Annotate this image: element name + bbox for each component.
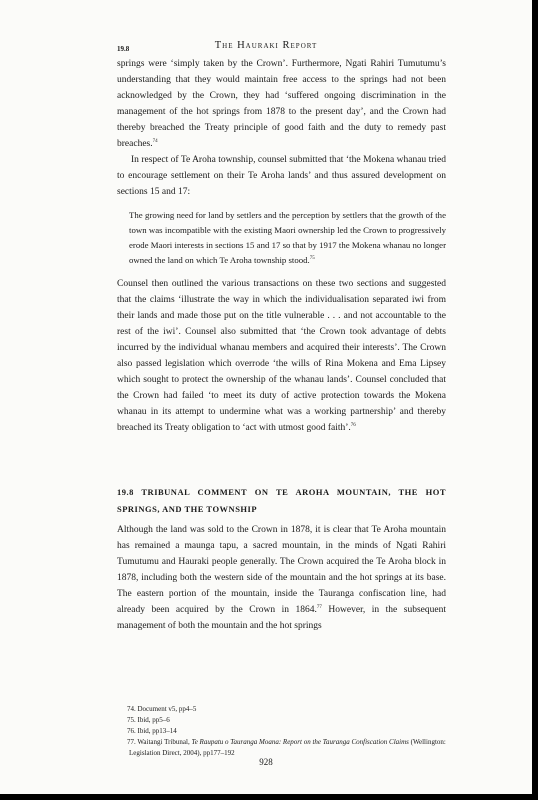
footnote-76: [117, 726, 446, 737]
footnote-title: Te Raupatu o Tauranga Moana: Report on the Tauranga Confiscation Claims: [191, 738, 409, 746]
page-section-number: 19.8: [117, 45, 130, 53]
footnote-ref-74[interactable]: 74: [152, 138, 158, 144]
footnote-77: [117, 737, 446, 759]
footnote-ref-76[interactable]: 76: [350, 422, 356, 428]
paragraph-4-continuation: However, in the subsequent management of both the mountain and the hot springs: [117, 605, 446, 631]
footnotes: [117, 704, 446, 759]
paragraph-3: [117, 276, 446, 436]
footnote-text: Waitangi Tribunal,: [137, 738, 192, 746]
footnote-number: 77.: [127, 738, 136, 746]
paragraph-1-text: springs were ‘simply taken by the Crown’. Furthermore, Ngati Rahiri Tumutumu’s understanding that they would maintain free access to the springs had not been acknowledged by the Crown, they had ‘suffered ongoing discrimination in the management of the hot springs from 1878 to the present day’, and the Crown had thereby breached the Treaty principle of good faith and the duty to remedy past breaches.: [117, 59, 446, 149]
paragraph-2: [117, 152, 446, 200]
footnote-text-post: (Wellington: Legislation Direct, 2004), pp177–192: [129, 738, 446, 757]
footnote-text: Document v5, pp4–5: [137, 705, 197, 713]
paragraph-3-text: Counsel then outlined the various transactions on these two sections and suggested that the claims ‘illustrate the way in which the individualisation separated iwi from their lands and made those put on the title vulnerable . . . and not accountable to the rest of the iwi’. Counsel also submitted that ‘the Crown took advantage of debts incurred by the individual whanau members and acquired their interests’. The Crown also passed legislation which overrode ‘the wills of Rina Mokena and Ema Lipsey which sought to protect the ownership of the whanau lands’. Counsel concluded that the Crown had failed ‘to meet its duty of active protection towards the Mokena whanau in its attempt to undermine what was a working partnership’ and thereby breached its Treaty obligation to ‘act with utmost good faith’.: [117, 279, 446, 433]
paragraph-4: [117, 522, 446, 634]
section-heading: 19.8 TRIBUNAL COMMENT ON TE AROHA MOUNTAIN, THE HOT SPRINGS, AND THE TOWNSHIP: [117, 487, 446, 514]
footnote-ref-77[interactable]: 77: [316, 604, 322, 610]
footnote-number: 75.: [127, 716, 136, 724]
paragraph-2-text: In respect of Te Aroha township, counsel submitted that ‘the Mokena whanau tried to encourage settlement on their Te Aroha lands’ and thus assured development on sections 15 and 17:: [117, 155, 446, 197]
body-text: [117, 56, 446, 634]
paragraph-1: [117, 56, 446, 152]
footnote-74: [117, 704, 446, 715]
block-quote: [129, 208, 446, 268]
footnote-text: Ibid, pp13–14: [137, 727, 177, 735]
footnote-75: [117, 715, 446, 726]
paragraph-4-text: Although the land was sold to the Crown in 1878, it is clear that Te Aroha mountain has remained a maunga tapu, a sacred mountain, in the minds of Ngati Rahiri Tumutumu and Hauraki people generally. The Crown acquired the Te Aroha block in 1878, including both the western side of the mountain and the hot springs at its base. The eastern portion of the mountain, inside the Tauranga confiscation line, had already been acquired by the Crown in 1864.: [117, 525, 446, 615]
footnote-number: 76.: [127, 727, 136, 735]
footnote-text: Ibid, pp5–6: [137, 716, 170, 724]
page-number: 928: [259, 757, 273, 767]
footnote-ref-75[interactable]: 75: [309, 256, 315, 262]
block-quote-text: The growing need for land by settlers and the perception by settlers that the growth of the town was incompatible with the existing Maori ownership led the Crown to progressively erode Maori interests in sections 15 and 17 so that by 1917 the Mokena whanau no longer owned the land on which Te Aroha township stood.: [129, 210, 446, 265]
running-head: The Hauraki Report: [214, 40, 318, 51]
footnote-number: 74.: [127, 705, 136, 713]
